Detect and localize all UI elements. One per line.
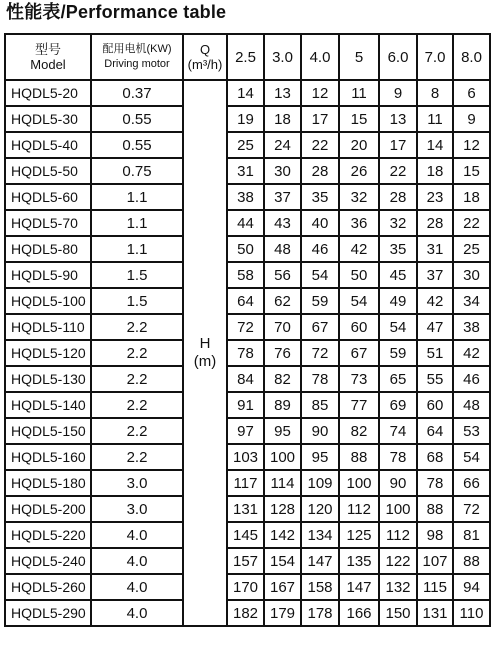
head-value-cell: 25 [227,132,264,158]
head-value-cell: 47 [417,314,453,340]
motor-power-cell: 1.5 [91,262,183,288]
model-cell: HQDL5-200 [5,496,91,522]
head-value-cell: 46 [453,366,490,392]
table-row [5,262,490,288]
head-value-cell: 107 [417,548,453,574]
head-value-cell: 103 [227,444,264,470]
head-value-cell: 90 [379,470,417,496]
head-value-cell: 179 [264,600,301,626]
motor-power-cell: 1.1 [91,210,183,236]
head-value-cell: 114 [264,470,301,496]
motor-power-cell: 2.2 [91,392,183,418]
head-value-cell: 67 [339,340,379,366]
head-value-cell: 82 [264,366,301,392]
head-value-cell: 50 [227,236,264,262]
head-value-cell: 20 [339,132,379,158]
head-value-cell: 66 [453,470,490,496]
head-value-cell: 11 [417,106,453,132]
head-value-cell: 42 [417,288,453,314]
head-value-cell: 178 [301,600,339,626]
head-value-cell: 43 [264,210,301,236]
head-value-cell: 77 [339,392,379,418]
motor-power-cell: 4.0 [91,548,183,574]
head-value-cell: 31 [227,158,264,184]
head-value-cell: 67 [301,314,339,340]
model-cell: HQDL5-260 [5,574,91,600]
motor-power-cell: 2.2 [91,366,183,392]
head-value-cell: 70 [264,314,301,340]
head-value-cell: 15 [453,158,490,184]
model-header [5,34,91,80]
head-value-cell: 182 [227,600,264,626]
model-cell: HQDL5-30 [5,106,91,132]
head-value-cell: 54 [453,444,490,470]
head-value-cell: 31 [417,236,453,262]
head-value-cell: 50 [339,262,379,288]
motor-power-cell: 1.1 [91,236,183,262]
head-value-cell: 30 [453,262,490,288]
head-value-cell: 154 [264,548,301,574]
head-value-cell: 109 [301,470,339,496]
head-value-cell: 115 [417,574,453,600]
head-value-cell: 78 [227,340,264,366]
head-value-cell: 28 [417,210,453,236]
head-value-cell: 112 [339,496,379,522]
head-value-cell: 147 [301,548,339,574]
head-value-cell: 6 [453,80,490,106]
head-value-cell: 22 [453,210,490,236]
head-value-cell: 58 [227,262,264,288]
head-value-cell: 95 [264,418,301,444]
motor-power-cell: 2.2 [91,340,183,366]
head-value-cell: 54 [379,314,417,340]
head-unit-cell [183,80,227,626]
head-value-cell: 100 [264,444,301,470]
head-value-cell: 42 [453,340,490,366]
performance-table [4,33,491,627]
head-value-cell: 72 [227,314,264,340]
table-row [5,496,490,522]
motor-power-cell: 4.0 [91,574,183,600]
head-value-cell: 110 [453,600,490,626]
head-value-cell: 51 [417,340,453,366]
head-value-cell: 132 [379,574,417,600]
model-cell: HQDL5-90 [5,262,91,288]
head-value-cell: 9 [453,106,490,132]
head-value-cell: 74 [379,418,417,444]
head-value-cell: 170 [227,574,264,600]
head-value-cell: 11 [339,80,379,106]
head-label: H [199,335,211,352]
motor-power-cell: 3.0 [91,470,183,496]
model-cell: HQDL5-180 [5,470,91,496]
model-cell: HQDL5-120 [5,340,91,366]
head-value-cell: 122 [379,548,417,574]
head-value-cell: 78 [417,470,453,496]
table-row [5,418,490,444]
flow-header-unit: (m³/h) [187,57,223,72]
head-value-cell: 44 [227,210,264,236]
head-value-cell: 30 [264,158,301,184]
motor-power-cell: 2.2 [91,418,183,444]
table-row [5,600,490,626]
head-value-cell: 157 [227,548,264,574]
model-cell: HQDL5-60 [5,184,91,210]
table-row [5,184,490,210]
head-value-cell: 28 [301,158,339,184]
head-value-cell: 142 [264,522,301,548]
head-value-cell: 145 [227,522,264,548]
table-row [5,236,490,262]
table-row [5,470,490,496]
head-value-cell: 54 [301,262,339,288]
head-value-cell: 13 [264,80,301,106]
head-value-cell: 97 [227,418,264,444]
model-cell: HQDL5-40 [5,132,91,158]
head-value-cell: 78 [379,444,417,470]
motor-power-cell: 0.37 [91,80,183,106]
model-cell: HQDL5-100 [5,288,91,314]
head-value-cell: 59 [379,340,417,366]
head-value-cell: 78 [301,366,339,392]
model-cell: HQDL5-70 [5,210,91,236]
motor-header [91,34,183,80]
model-header-en: Model [30,57,66,72]
head-value-cell: 134 [301,522,339,548]
motor-power-cell: 3.0 [91,496,183,522]
head-value-cell: 62 [264,288,301,314]
head-value-cell: 64 [417,418,453,444]
motor-power-cell: 0.55 [91,106,183,132]
motor-power-cell: 2.2 [91,314,183,340]
head-value-cell: 89 [264,392,301,418]
model-cell: HQDL5-110 [5,314,91,340]
head-value-cell: 56 [264,262,301,288]
head-value-cell: 14 [227,80,264,106]
head-value-cell: 84 [227,366,264,392]
head-value-cell: 60 [417,392,453,418]
head-value-cell: 37 [264,184,301,210]
head-value-cell: 167 [264,574,301,600]
head-value-cell: 38 [453,314,490,340]
head-value-cell: 18 [417,158,453,184]
head-value-cell: 8 [417,80,453,106]
model-cell: HQDL5-80 [5,236,91,262]
head-value-cell: 100 [379,496,417,522]
table-row [5,548,490,574]
table-row [5,158,490,184]
head-value-cell: 17 [301,106,339,132]
model-header-cn: 型号 [34,42,61,57]
head-value-cell: 88 [339,444,379,470]
head-value-cell: 131 [227,496,264,522]
table-row [5,444,490,470]
head-value-cell: 82 [339,418,379,444]
head-value-cell: 128 [264,496,301,522]
head-value-cell: 38 [227,184,264,210]
head-value-cell: 28 [379,184,417,210]
head-value-cell: 12 [301,80,339,106]
head-value-cell: 112 [379,522,417,548]
head-value-cell: 131 [417,600,453,626]
head-value-cell: 19 [227,106,264,132]
model-cell: HQDL5-50 [5,158,91,184]
head-value-cell: 25 [453,236,490,262]
model-cell: HQDL5-290 [5,600,91,626]
head-value-cell: 147 [339,574,379,600]
head-value-cell: 18 [264,106,301,132]
head-value-cell: 22 [301,132,339,158]
motor-power-cell: 4.0 [91,600,183,626]
head-value-cell: 60 [339,314,379,340]
head-value-cell: 88 [417,496,453,522]
head-value-cell: 117 [227,470,264,496]
head-value-cell: 76 [264,340,301,366]
motor-power-cell: 1.1 [91,184,183,210]
head-value-cell: 120 [301,496,339,522]
table-row [5,366,490,392]
flow-header [183,34,227,80]
table-row [5,106,490,132]
table-row [5,132,490,158]
head-value-cell: 59 [301,288,339,314]
flow-value-header: 6.0 [379,34,417,80]
motor-power-cell: 2.2 [91,444,183,470]
head-value-cell: 18 [453,184,490,210]
table-body [5,80,490,626]
head-value-cell: 68 [417,444,453,470]
flow-header-label: Q [199,42,211,57]
head-value-cell: 37 [417,262,453,288]
model-cell: HQDL5-20 [5,80,91,106]
head-value-cell: 23 [417,184,453,210]
table-row [5,210,490,236]
head-value-cell: 34 [453,288,490,314]
model-cell: HQDL5-160 [5,444,91,470]
flow-value-header: 2.5 [227,34,264,80]
table-row [5,314,490,340]
head-value-cell: 100 [339,470,379,496]
head-value-cell: 88 [453,548,490,574]
motor-header-en: Driving motor [104,58,170,70]
head-value-cell: 36 [339,210,379,236]
head-value-cell: 9 [379,80,417,106]
head-unit: (m) [193,353,217,370]
head-value-cell: 135 [339,548,379,574]
head-value-cell: 12 [453,132,490,158]
model-cell: HQDL5-220 [5,522,91,548]
head-value-cell: 35 [379,236,417,262]
head-value-cell: 158 [301,574,339,600]
head-value-cell: 48 [264,236,301,262]
motor-power-cell: 0.75 [91,158,183,184]
table-row [5,574,490,600]
head-value-cell: 13 [379,106,417,132]
head-value-cell: 72 [301,340,339,366]
head-value-cell: 15 [339,106,379,132]
head-value-cell: 32 [339,184,379,210]
motor-power-cell: 1.5 [91,288,183,314]
head-value-cell: 46 [301,236,339,262]
motor-power-cell: 4.0 [91,522,183,548]
head-value-cell: 72 [453,496,490,522]
head-value-cell: 94 [453,574,490,600]
head-value-cell: 85 [301,392,339,418]
table-row [5,80,490,106]
model-cell: HQDL5-140 [5,392,91,418]
head-value-cell: 40 [301,210,339,236]
table-row [5,340,490,366]
head-value-cell: 73 [339,366,379,392]
flow-value-header: 4.0 [301,34,339,80]
head-value-cell: 91 [227,392,264,418]
head-value-cell: 48 [453,392,490,418]
motor-power-cell: 0.55 [91,132,183,158]
head-value-cell: 32 [379,210,417,236]
head-value-cell: 14 [417,132,453,158]
head-value-cell: 166 [339,600,379,626]
head-value-cell: 42 [339,236,379,262]
head-value-cell: 49 [379,288,417,314]
head-value-cell: 150 [379,600,417,626]
table-row [5,288,490,314]
head-value-cell: 24 [264,132,301,158]
head-value-cell: 53 [453,418,490,444]
head-value-cell: 55 [417,366,453,392]
flow-value-header: 5 [339,34,379,80]
table-row [5,522,490,548]
head-value-cell: 81 [453,522,490,548]
head-value-cell: 35 [301,184,339,210]
page-title: 性能表/Performance table [6,2,227,22]
head-value-cell: 98 [417,522,453,548]
head-value-cell: 26 [339,158,379,184]
model-cell: HQDL5-130 [5,366,91,392]
head-value-cell: 125 [339,522,379,548]
model-cell: HQDL5-240 [5,548,91,574]
head-value-cell: 54 [339,288,379,314]
header-row [5,34,490,80]
model-cell: HQDL5-150 [5,418,91,444]
flow-value-header: 7.0 [417,34,453,80]
head-value-cell: 17 [379,132,417,158]
head-value-cell: 65 [379,366,417,392]
head-value-cell: 45 [379,262,417,288]
flow-value-header: 8.0 [453,34,490,80]
head-value-cell: 95 [301,444,339,470]
head-value-cell: 90 [301,418,339,444]
flow-value-header: 3.0 [264,34,301,80]
motor-header-cn: 配用电机(KW) [102,43,172,55]
table-row [5,392,490,418]
head-value-cell: 22 [379,158,417,184]
head-value-cell: 69 [379,392,417,418]
head-value-cell: 64 [227,288,264,314]
